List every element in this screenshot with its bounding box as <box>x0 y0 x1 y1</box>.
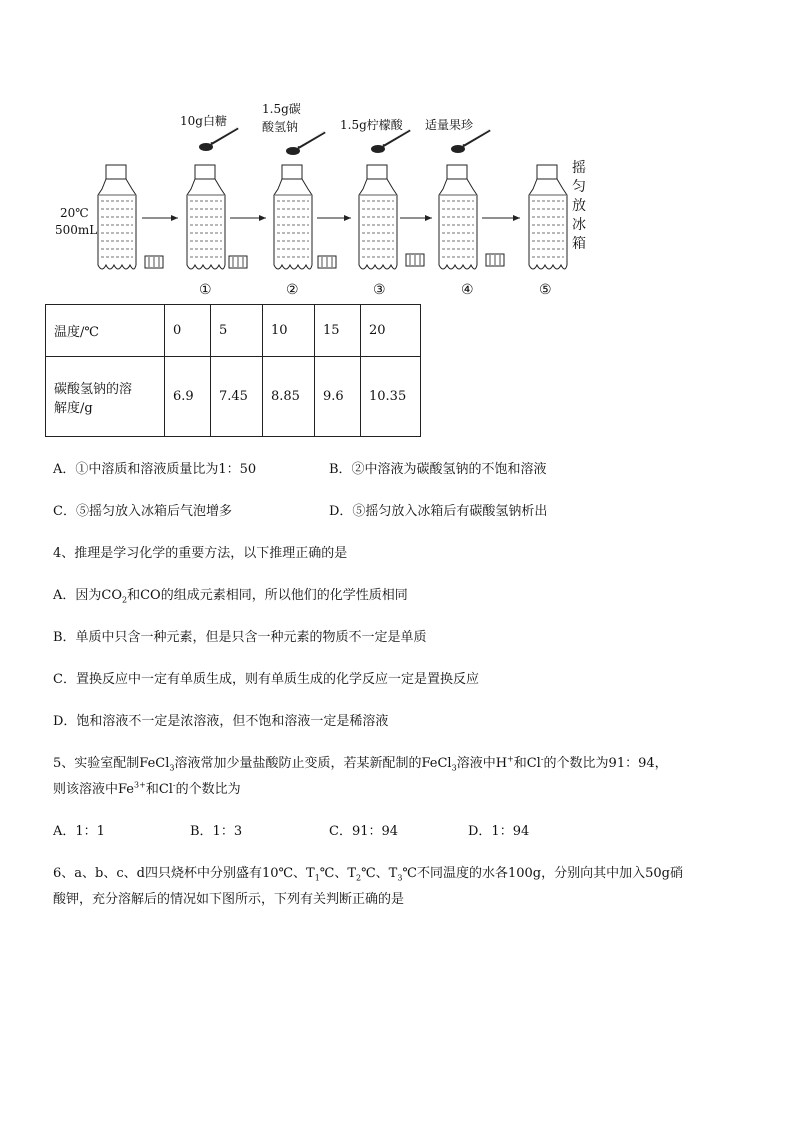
q4-option-c: C．置换反应中一定有单质生成，则有单质生成的化学反应一定是置换反应 <box>53 672 479 687</box>
temp-cell: 10 <box>263 305 315 357</box>
q5-option-b: B．1：3 <box>190 824 243 839</box>
final-action-1: 匀 <box>572 179 586 195</box>
step-label-1: ① <box>199 282 212 298</box>
spoon-fruit-powder-icon <box>451 129 490 153</box>
experiment-figure <box>0 0 794 300</box>
solubility-table <box>45 304 421 437</box>
start-temp: 20℃ <box>60 206 89 220</box>
add-citric: 1.5g柠檬酸 <box>340 118 403 132</box>
q5-option-a: A．1：1 <box>53 824 105 839</box>
solubility-row <box>46 357 421 437</box>
step-label-3: ③ <box>373 282 386 298</box>
final-action-0: 摇 <box>572 160 586 176</box>
spoon-baking-soda-icon <box>286 131 325 155</box>
temp-cell: 0 <box>165 305 211 357</box>
bottle-0 <box>98 165 136 269</box>
solubility-header-line2: 解度/g <box>54 400 93 416</box>
spoon-citric-acid-icon <box>371 129 410 153</box>
cap-3 <box>406 254 424 266</box>
q3-option-c: C．⑤摇匀放入冰箱后气泡增多 <box>53 504 232 519</box>
q5-option-d: D．1：94 <box>468 824 530 839</box>
step-label-5: ⑤ <box>539 282 552 298</box>
start-volume: 500mL <box>55 223 98 237</box>
bottle-5 <box>529 165 567 269</box>
temperature-row <box>46 305 421 357</box>
add-soda-line1: 1.5g碳 <box>262 102 301 116</box>
q3-option-a: A．①中溶质和溶液质量比为1：50 <box>53 462 257 477</box>
q4-option-a: A．因为$CO_2$和CO的组成元素相同，所以他们的化学性质相同 <box>53 588 408 605</box>
solubility-cell: 6.9 <box>165 357 211 437</box>
q5-option-c: C．91：94 <box>329 824 399 839</box>
q5-stem-line2: 则该溶液中$Fe^{3+}$和Cl-的个数比为 <box>53 780 241 797</box>
temp-cell: 15 <box>315 305 361 357</box>
temp-cell: 20 <box>361 305 421 357</box>
spoon-sugar-icon <box>199 127 238 151</box>
q3-option-b: B．②中溶液为碳酸氢钠的不饱和溶液 <box>329 462 547 477</box>
cap-4 <box>486 254 504 266</box>
solubility-cell: 9.6 <box>315 357 361 437</box>
bottle-1 <box>187 165 225 269</box>
solubility-cell: 10.35 <box>361 357 421 437</box>
add-sugar: 10g白糖 <box>180 114 227 128</box>
cap-1 <box>229 256 247 268</box>
temp-header: 温度/℃ <box>46 305 165 357</box>
q4-option-d: D．饱和溶液不一定是浓溶液，但不饱和溶液一定是稀溶液 <box>53 714 389 729</box>
cap-2 <box>318 256 336 268</box>
q6-stem-line1: 6、a、b、c、d四只烧杯中分别盛有10℃、$T_1℃$、$T_2℃$、$T_3℃$不同温度的水各100g，分别向其中加入50g硝 <box>53 866 683 883</box>
solubility-header-line1: 碳酸氢钠的溶 <box>54 381 133 397</box>
step-label-2: ② <box>286 282 299 298</box>
q3-option-d: D．⑤摇匀放入冰箱后有碳酸氢钠析出 <box>329 504 548 519</box>
bottle-3 <box>359 165 397 269</box>
add-soda-line2: 酸氢钠 <box>262 120 299 134</box>
q5-stem-line1: 5、实验室配制FeCl$_3$溶液常加少量盐酸防止变质，若某新配制的FeCl$_3$溶液中H+和Cl-的个数比为91：94， <box>53 754 668 773</box>
q6-stem-line2: 酸钾，充分溶解后的情况如下图所示，下列有关判断正确的是 <box>53 892 405 907</box>
bottle-2 <box>274 165 312 269</box>
solubility-cell: 8.85 <box>263 357 315 437</box>
add-fruit: 适量果珍 <box>425 118 474 132</box>
temp-cell: 5 <box>211 305 263 357</box>
bottle-4 <box>439 165 477 269</box>
final-action-3: 冰 <box>572 217 586 233</box>
final-action-4: 箱 <box>572 236 586 252</box>
q4-option-b: B．单质中只含一种元素，但是只含一种元素的物质不一定是单质 <box>53 630 427 645</box>
q4-stem: 4、推理是学习化学的重要方法，以下推理正确的是 <box>53 546 348 561</box>
cap-0 <box>145 256 163 268</box>
solubility-header <box>46 357 165 437</box>
step-label-4: ④ <box>461 282 474 298</box>
final-action-2: 放 <box>572 198 586 214</box>
solubility-cell: 7.45 <box>211 357 263 437</box>
